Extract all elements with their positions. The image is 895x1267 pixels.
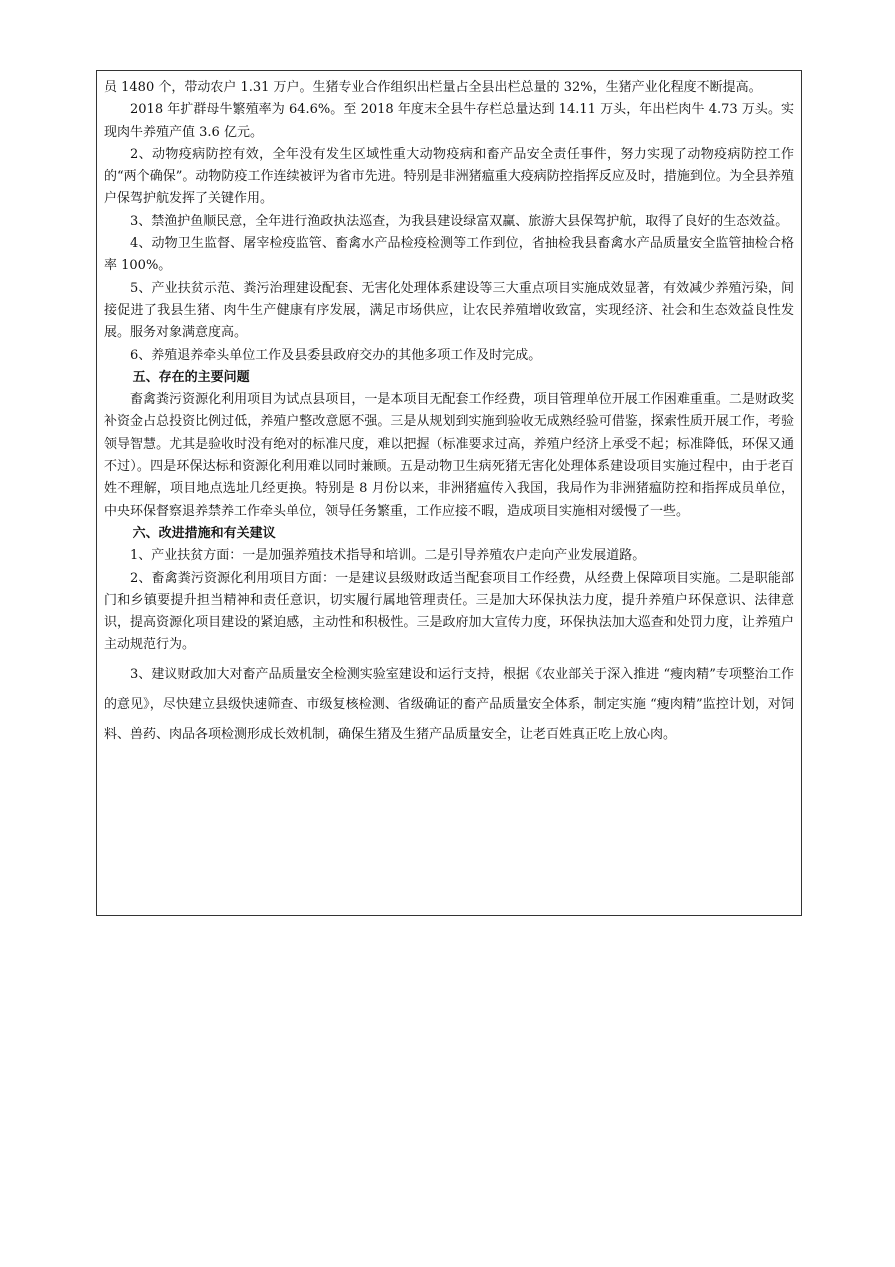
paragraph-item-2: 2、动物疫病防控有效，全年没有发生区域性重大动物疫病和畜产品安全责任事件，努力实现了动物疫病防控工作的“两个确保”。动物防疫工作连续被评为省市先进。特别是非洲猪瘟重大疫病防控指挥反应及时，措施到位。为全县养殖户保驾护航发挥了关键作用。 [104,146,794,207]
paragraph-continuation: 员 1480 个，带动农户 1.31 万户。生猪专业合作组织出栏量占全县出栏总量的 32%，生猪产业化程度不断提高。 [104,80,762,95]
document-body [104,77,794,750]
section-heading-problems: 五、存在的主要问题 [132,369,250,385]
section-heading-measures: 六、改进措施和有关建议 [132,525,276,541]
paragraph-item-3: 3、禁渔护鱼顺民意，全年进行渔政执法巡查，为我县建设绿富双赢、旅游大县保驾护航，取得了良好的生态效益。 [130,213,789,229]
paragraph-measure-3: 3、建议财政加大对畜产品质量安全检测实验室建设和运行支持，根据《农业部关于深入推进 “瘦肉精”专项整治工作的意见》，尽快建立县级快速筛查、市级复核检测、省级确证的畜产品质量安全体系，制定实施 “瘦肉精”监控计划，对饲料、兽药、肉品各项检测形成长效机制，确保生猪及生猪产品质量安全，让老百姓真正吃上放心肉。 [104,666,794,742]
paragraph-cattle-stats: 2018 年扩群母牛繁殖率为 64.6%。至 2018 年度末全县牛存栏总量达到 14.11 万头，年出栏肉牛 4.73 万头。实现肉牛养殖产值 3.6 亿元。 [104,102,794,140]
paragraph-item-5: 5、产业扶贫示范、粪污治理建设配套、无害化处理体系建设等三大重点项目实施成效显著，有效减少养殖污染，间接促进了我县生猪、肉牛生产健康有序发展，满足市场供应，让农民养殖增收致富，实现经济、社会和生态效益良性发展。服务对象满意度高。 [104,280,794,341]
paragraph-measure-2: 2、畜禽粪污资源化利用项目方面：一是建议县级财政适当配套项目工作经费，从经费上保障项目实施。二是职能部门和乡镇要提升担当精神和责任意识，切实履行属地管理责任。三是加大环保执法力度，提升养殖户环保意识、法律意识，提高资源化项目建设的紧迫感，主动性和积极性。三是政府加大宣传力度，环保执法加大巡查和处罚力度，让养殖户主动规范行为。 [104,570,794,653]
paragraph-item-6: 6、养殖退养牵头单位工作及县委县政府交办的其他多项工作及时完成。 [130,347,542,363]
paragraph-problems: 畜禽粪污资源化利用项目为试点县项目，一是本项目无配套工作经费，项目管理单位开展工作困难重重。二是财政奖补资金占总投资比例过低，养殖户整改意愿不强。三是从规划到实施到验收无成熟经验可借鉴，探索性质开展工作，考验领导智慧。尤其是验收时没有绝对的标准尺度，难以把握（标准要求过高，养殖户经济上承受不起；标准降低，环保又通不过）。四是环保达标和资源化利用难以同时兼顾。五是动物卫生病死猪无害化处理体系建设项目实施过程中，由于老百姓不理解，项目地点选址几经更换。特别是 8 月份以来，非洲猪瘟传入我国，我局作为非洲猪瘟防控和指挥成员单位，中央环保督察退养禁养工作牵头单位，领导任务繁重，工作应接不暇，造成项目实施相对缓慢了一些。 [104,392,794,519]
document-frame [96,70,802,916]
paragraph-measure-1: 1、产业扶贫方面：一是加强养殖技术指导和培训。二是引导养殖农户走向产业发展道路。 [130,548,646,564]
paragraph-item-4: 4、动物卫生监督、屠宰检疫监管、畜禽水产品检疫检测等工作到位，省抽检我县畜禽水产品质量安全监管抽检合格率 100%。 [104,236,794,274]
